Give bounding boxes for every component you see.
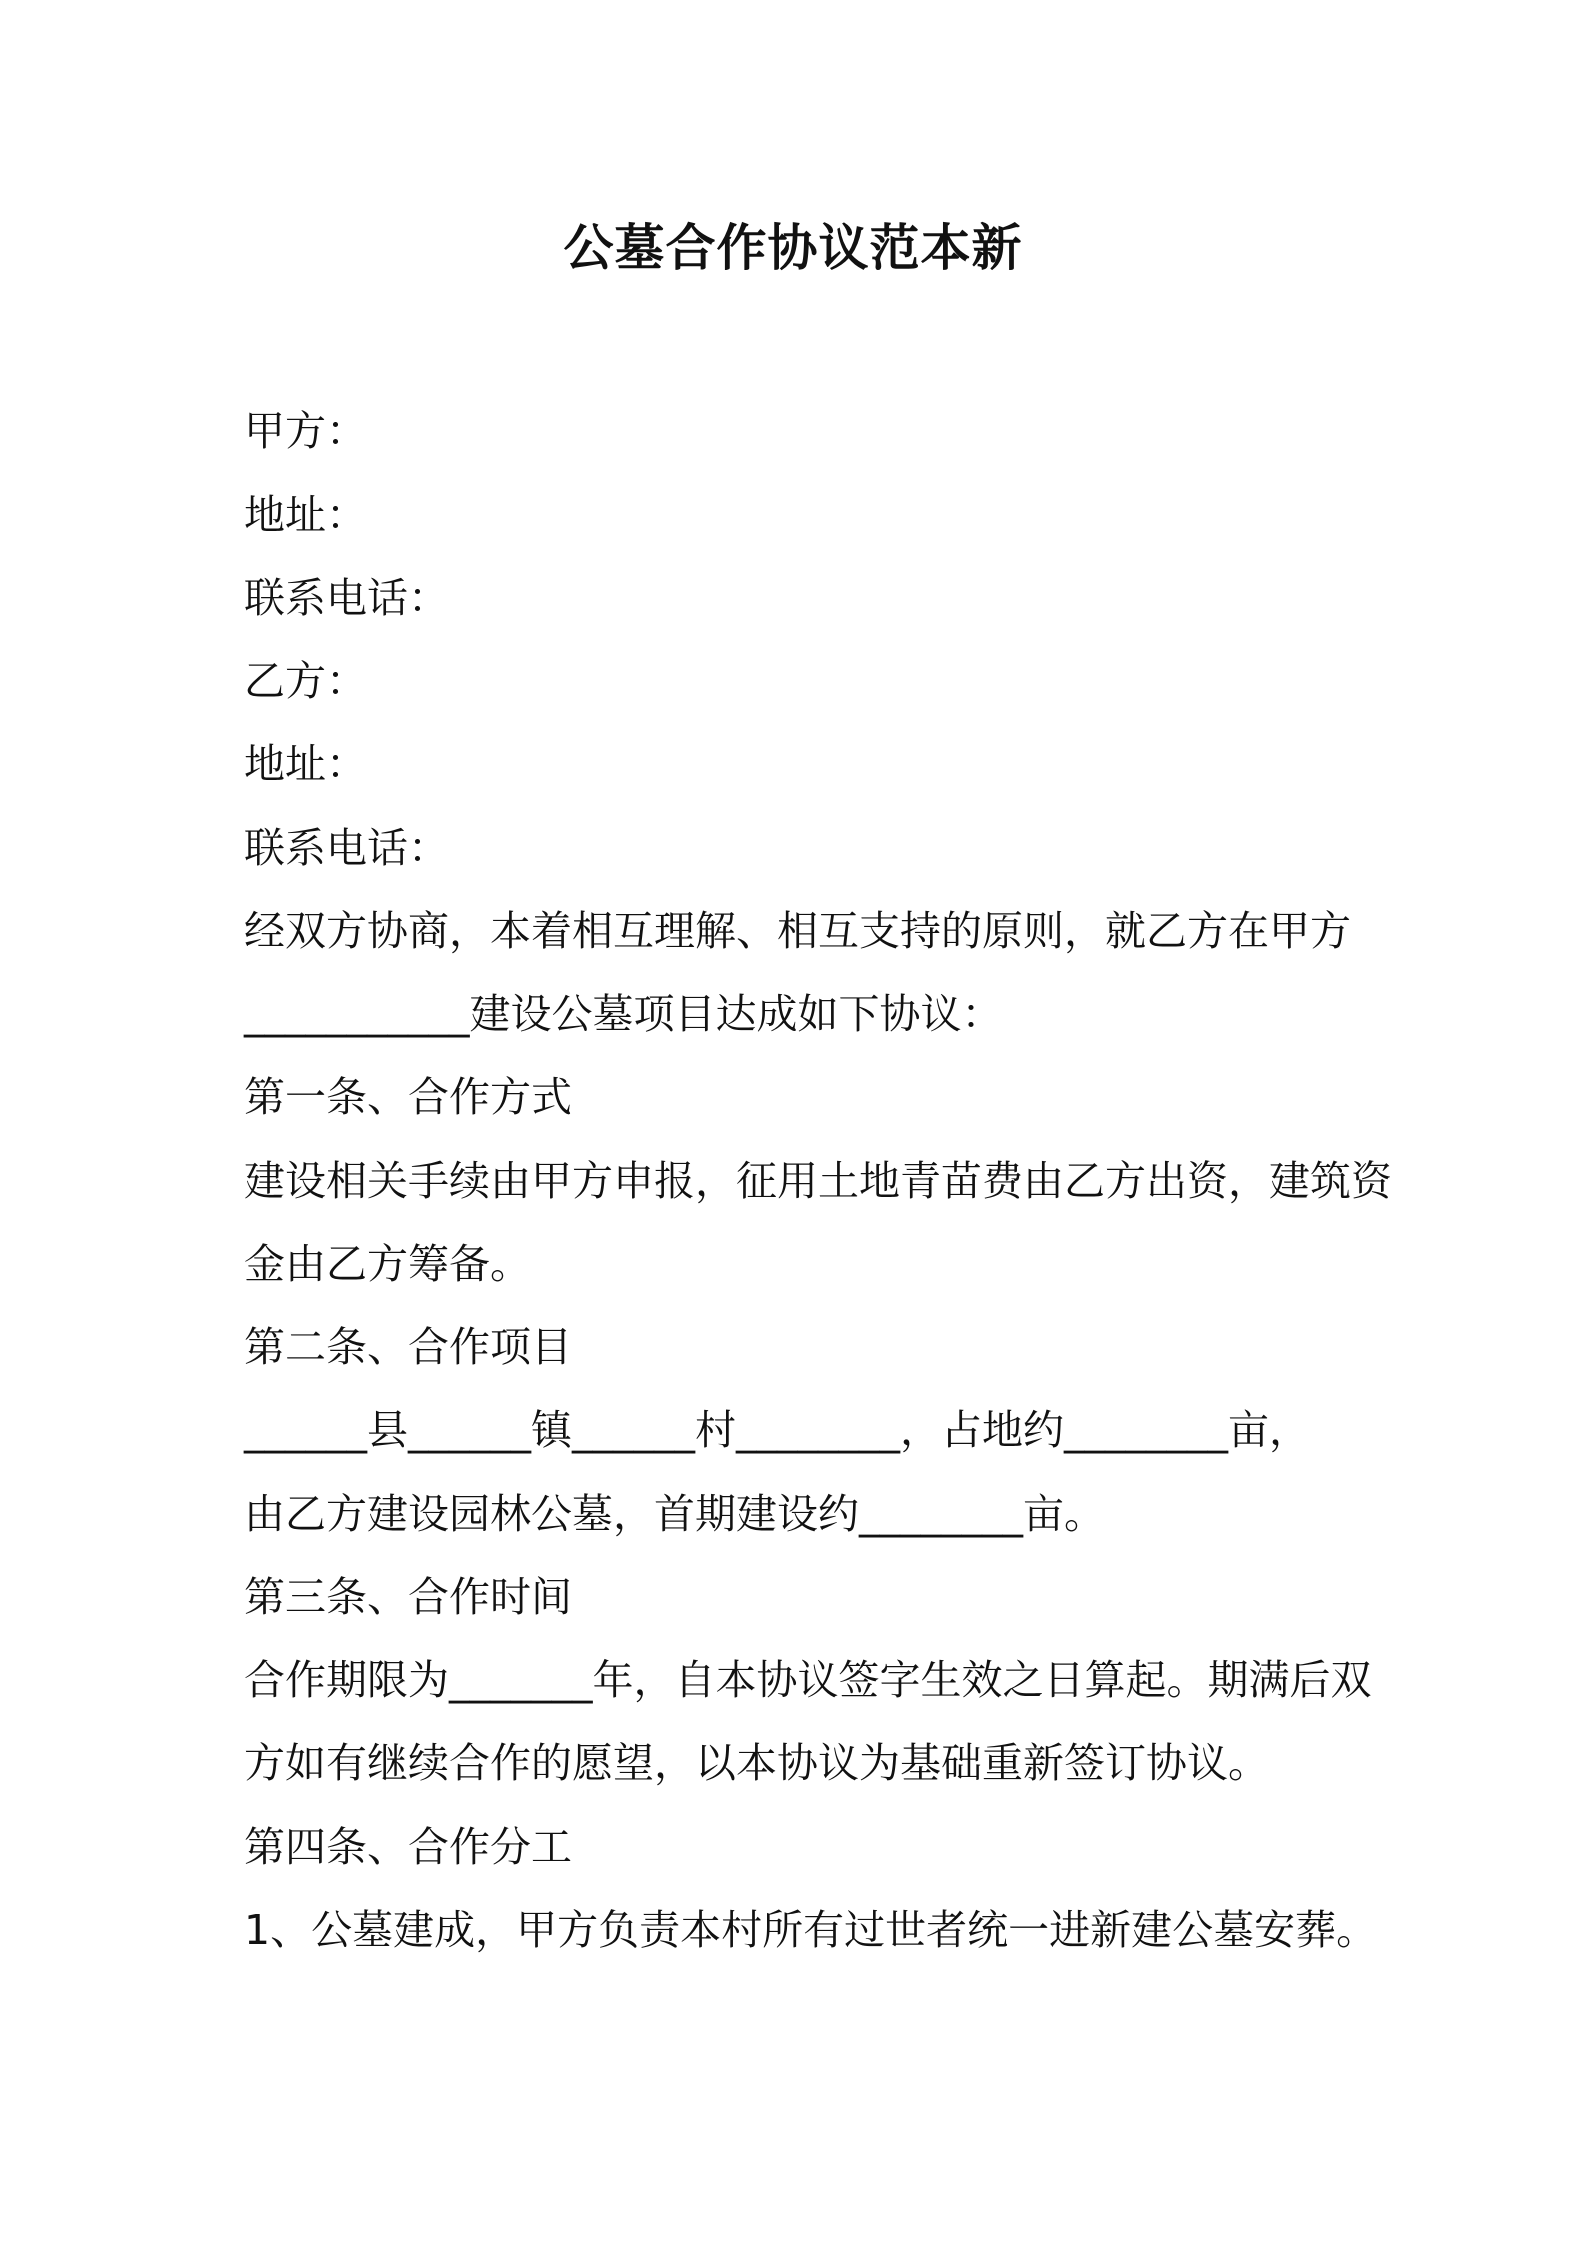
article-4-title: 第四条、合作分工: [244, 1823, 572, 1871]
party-a-label: 甲方：: [244, 407, 367, 455]
intro-paragraph-line-1: 经双方协商，本着相互理解、相互支持的原则，就乙方在甲方: [244, 907, 1351, 955]
article-3-line-2: 方如有继续合作的愿望，以本协议为基础重新签订协议。: [244, 1739, 1269, 1787]
article-1-line-1: 建设相关手续由甲方申报，征用土地青苗费由乙方出资，建筑资: [244, 1157, 1392, 1205]
article-2-line-2: 由乙方建设园林公墓，首期建设约________亩。: [244, 1490, 1105, 1538]
article-3-title: 第三条、合作时间: [244, 1573, 572, 1621]
party-b-address: 地址：: [244, 740, 367, 788]
intro-paragraph-line-2: ___________建设公墓项目达成如下协议：: [244, 990, 1003, 1038]
article-2-title: 第二条、合作项目: [244, 1323, 572, 1371]
article-1-title: 第一条、合作方式: [244, 1073, 572, 1121]
party-a-phone: 联系电话：: [244, 574, 449, 622]
party-b-label: 乙方：: [244, 657, 367, 705]
document-title: 公墓合作协议范本新: [563, 219, 1023, 277]
article-1-line-2: 金由乙方筹备。: [244, 1240, 531, 1288]
party-b-phone: 联系电话：: [244, 824, 449, 872]
party-a-address: 地址：: [244, 491, 367, 539]
article-2-line-1: ______县______镇______村________，占地约________亩，: [244, 1406, 1310, 1454]
article-3-line-1: 合作期限为_______年，自本协议签字生效之日算起。期满后双: [244, 1656, 1372, 1704]
article-4-item-1: 1、公墓建成，甲方负责本村所有过世者统一进新建公墓安葬。: [244, 1906, 1378, 1954]
